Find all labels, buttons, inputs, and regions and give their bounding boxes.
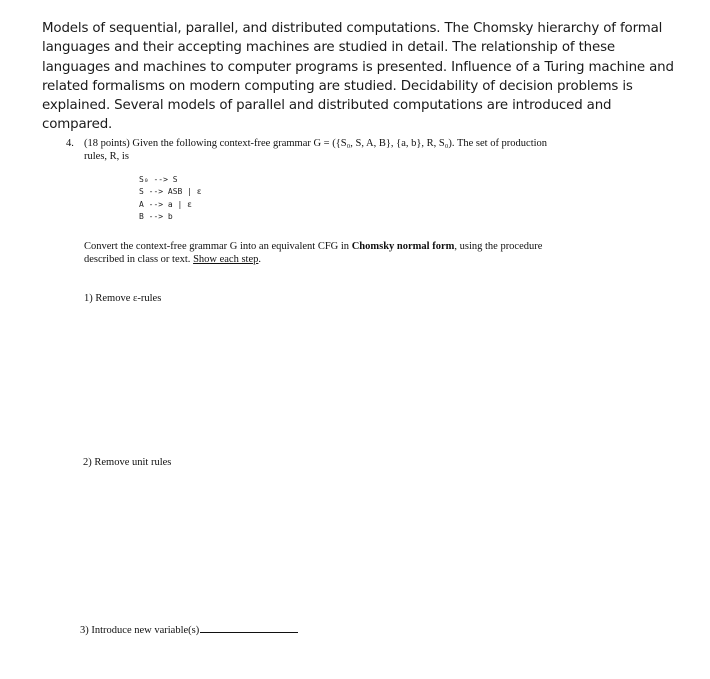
grammar-rules (139, 174, 202, 224)
instruction-text: . (258, 253, 262, 265)
instruction-emphasis: Chomsky normal form (351, 241, 455, 252)
answer-blank (200, 623, 298, 633)
grammar-rule: B --> b (139, 212, 173, 222)
grammar-rule: S₀ --> S (139, 175, 178, 184)
instruction-text: Convert the context-free grammar G into an equivalent CFG in (84, 241, 352, 252)
instruction-text: , using the procedure described in class or text. (84, 241, 543, 265)
question-prompt: (18 points) Given the following context-free grammar G = ({S₀, S, A, B}, {a, b}, R, S₀). The set of production rules, R, is (84, 138, 548, 162)
step-remove-unit-rules: 2) Remove unit rules (83, 457, 172, 468)
step-remove-epsilon-rules: 1) Remove ε-rules (84, 293, 162, 304)
question-number: 4. (66, 138, 74, 149)
question-instruction (84, 241, 554, 267)
step-introduce-variables (80, 623, 298, 636)
grammar-rule: S --> ASB | ε (139, 187, 202, 197)
course-description: Models of sequential, parallel, and distributed computations. The Chomsky hierarchy of formal languages and their accepting machines are studied in detail. The relationship of these languages and machines to computer programs is presented. Influence of a Turing machine and related formalisms on modern computing are studied. Decidability of decision problems is explained. Several models of parallel and distributed computations are introduced and compared. (42, 21, 674, 133)
step-label: 3) Introduce new variable(s) (80, 625, 200, 636)
instruction-underlined: Show each step (193, 253, 259, 265)
grammar-rule: A --> a | ε (139, 199, 192, 209)
